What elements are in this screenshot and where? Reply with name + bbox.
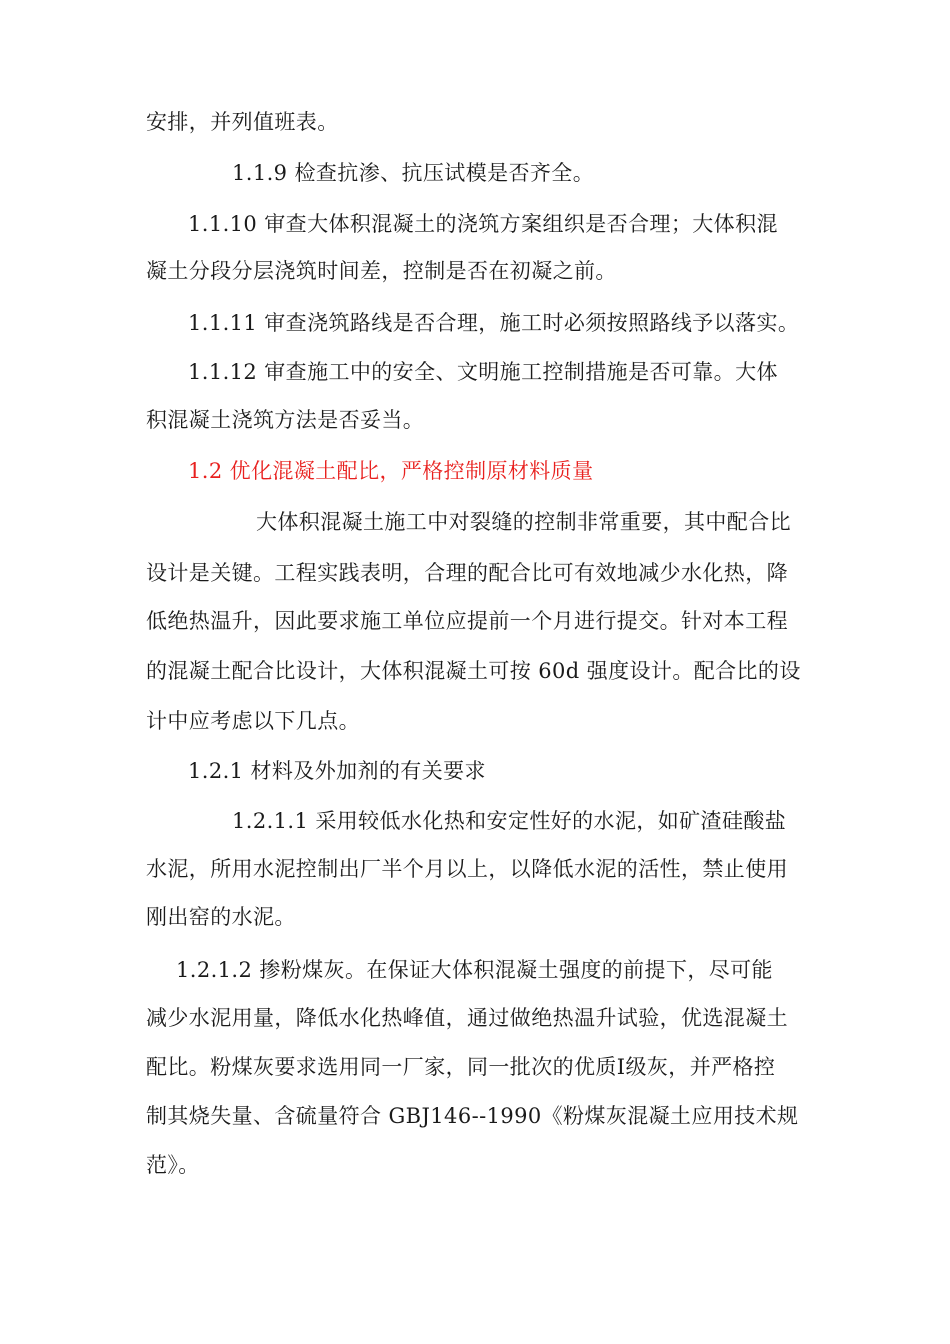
section-heading: 1.2 优化混凝土配比，严格控制原材料质量 <box>188 459 594 483</box>
paragraph-line: 低绝热温升，因此要求施工单位应提前一个月进行提交。针对本工程 <box>146 609 788 633</box>
paragraph-line: 配比。粉煤灰要求选用同一厂家，同一批次的优质Ⅰ级灰，并严格控 <box>146 1055 776 1079</box>
paragraph-line: 积混凝土浇筑方法是否妥当。 <box>146 408 425 432</box>
paragraph-line: 1.1.12 审查施工中的安全、文明施工控制措施是否可靠。大体 <box>188 360 778 384</box>
subsection-heading: 1.2.1 材料及外加剂的有关要求 <box>188 759 486 783</box>
paragraph-line: 范》。 <box>146 1153 200 1177</box>
paragraph-line: 凝土分段分层浇筑时间差，控制是否在初凝之前。 <box>146 259 617 283</box>
paragraph-line: 的混凝土配合比设计，大体积混凝土可按 60d 强度设计。配合比的设 <box>146 659 801 683</box>
paragraph-line: 水泥，所用水泥控制出厂半个月以上，以降低水泥的活性，禁止使用 <box>146 857 788 881</box>
paragraph-line: 1.2.1.1 采用较低水化热和安定性好的水泥，如矿渣硅酸盐 <box>232 809 787 833</box>
paragraph-line: 大体积混凝土施工中对裂缝的控制非常重要，其中配合比 <box>256 510 791 534</box>
paragraph-line: 设计是关键。工程实践表明，合理的配合比可有效地减少水化热，降 <box>146 561 788 585</box>
paragraph-line: 1.1.9 检查抗渗、抗压试模是否齐全。 <box>232 161 595 185</box>
paragraph-line: 制其烧失量、含硫量符合 GBJ146--1990《粉煤灰混凝土应用技术规 <box>146 1104 799 1128</box>
paragraph-line: 减少水泥用量，降低水化热峰值，通过做绝热温升试验，优选混凝土 <box>146 1006 788 1030</box>
paragraph-line: 1.1.10 审查大体积混凝土的浇筑方案组织是否合理；大体积混 <box>188 212 778 236</box>
paragraph-line: 1.2.1.2 掺粉煤灰。在保证大体积混凝土强度的前提下，尽可能 <box>176 958 773 982</box>
paragraph-line: 1.1.11 审查浇筑路线是否合理，施工时必须按照路线予以落实。 <box>188 311 800 335</box>
paragraph-line: 刚出窑的水泥。 <box>146 905 296 929</box>
paragraph-line: 计中应考虑以下几点。 <box>146 709 360 733</box>
paragraph-line: 安排，并列值班表。 <box>146 110 339 134</box>
